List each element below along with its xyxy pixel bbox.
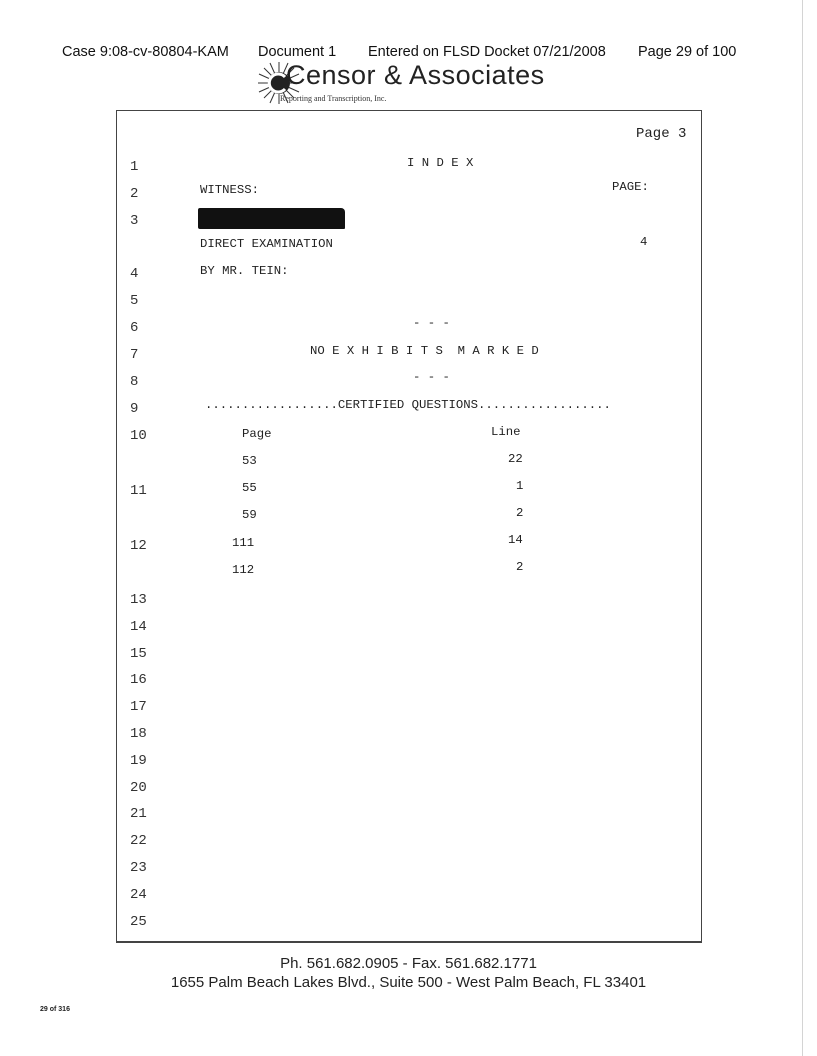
company-logo bbox=[256, 60, 556, 108]
line-number: 18 bbox=[130, 726, 147, 742]
line-number: 2 bbox=[130, 186, 139, 202]
examining-attorney: BY MR. TEIN: bbox=[200, 264, 289, 278]
line-number: 12 bbox=[130, 538, 147, 554]
line-number: 14 bbox=[130, 619, 147, 635]
cq-row-line: 2 bbox=[516, 560, 524, 574]
line-number: 13 bbox=[130, 592, 147, 608]
cq-row-page: 111 bbox=[232, 536, 255, 550]
line-number: 15 bbox=[130, 646, 147, 662]
line-number: 25 bbox=[130, 914, 147, 930]
docket-page-number: Page 29 of 100 bbox=[638, 44, 737, 60]
line-number: 22 bbox=[130, 833, 147, 849]
line-number: 9 bbox=[130, 401, 139, 417]
redacted-witness-name bbox=[198, 208, 345, 229]
line-number: 8 bbox=[130, 374, 139, 390]
line-number: 23 bbox=[130, 860, 147, 876]
line-number: 4 bbox=[130, 266, 139, 282]
no-exhibits-marked: NO E X H I B I T S M A R K E D bbox=[310, 344, 539, 358]
transcript-page-label: Page 3 bbox=[636, 126, 687, 142]
footer-address: 1655 Palm Beach Lakes Blvd., Suite 500 - West Palm Beach, FL 33401 bbox=[170, 974, 647, 991]
document-number: Document 1 bbox=[258, 44, 337, 60]
line-number: 19 bbox=[130, 753, 147, 769]
line-number: 21 bbox=[130, 806, 147, 822]
company-name: Censor & Associates bbox=[286, 60, 545, 90]
line-number: 7 bbox=[130, 347, 139, 363]
line-number: 16 bbox=[130, 672, 147, 688]
cq-row-line: 22 bbox=[508, 452, 523, 466]
page-edge-rule bbox=[802, 0, 803, 1056]
cq-row-line: 2 bbox=[516, 506, 524, 520]
certified-questions-heading: ..................CERTIFIED QUESTIONS.................. bbox=[205, 398, 611, 412]
line-number: 5 bbox=[130, 293, 139, 309]
line-number: 10 bbox=[130, 428, 147, 444]
cq-row-line: 1 bbox=[516, 479, 524, 493]
line-number: 1 bbox=[130, 159, 139, 175]
line-number: 17 bbox=[130, 699, 147, 715]
page-column-label: PAGE: bbox=[612, 180, 649, 194]
docket-entry: Entered on FLSD Docket 07/21/2008 bbox=[368, 44, 606, 60]
cq-page-header: Page bbox=[242, 427, 272, 441]
footer-phone-fax: Ph. 561.682.0905 - Fax. 561.682.1771 bbox=[280, 955, 537, 972]
transcript-page-frame bbox=[116, 110, 702, 943]
section-divider: - - - bbox=[413, 370, 450, 384]
cq-row-page: 53 bbox=[242, 454, 257, 468]
case-number: Case 9:08-cv-80804-KAM bbox=[62, 44, 229, 60]
cq-row-page: 59 bbox=[242, 508, 257, 522]
line-number: 24 bbox=[130, 887, 147, 903]
direct-examination-page: 4 bbox=[640, 235, 648, 249]
cq-row-page: 112 bbox=[232, 563, 255, 577]
line-number: 3 bbox=[130, 213, 139, 229]
direct-examination-label: DIRECT EXAMINATION bbox=[200, 237, 333, 251]
section-divider: - - - bbox=[413, 316, 450, 330]
index-title: I N D E X bbox=[407, 156, 474, 170]
cq-row-line: 14 bbox=[508, 533, 523, 547]
cq-row-page: 55 bbox=[242, 481, 257, 495]
cq-line-header: Line bbox=[491, 425, 521, 439]
witness-label: WITNESS: bbox=[200, 183, 260, 197]
pdf-page-counter: 29 of 316 bbox=[40, 1006, 70, 1013]
line-number: 6 bbox=[130, 320, 139, 336]
company-tagline: Reporting and Transcription, Inc. bbox=[280, 94, 387, 103]
line-number: 20 bbox=[130, 780, 147, 796]
line-number: 11 bbox=[130, 483, 147, 499]
